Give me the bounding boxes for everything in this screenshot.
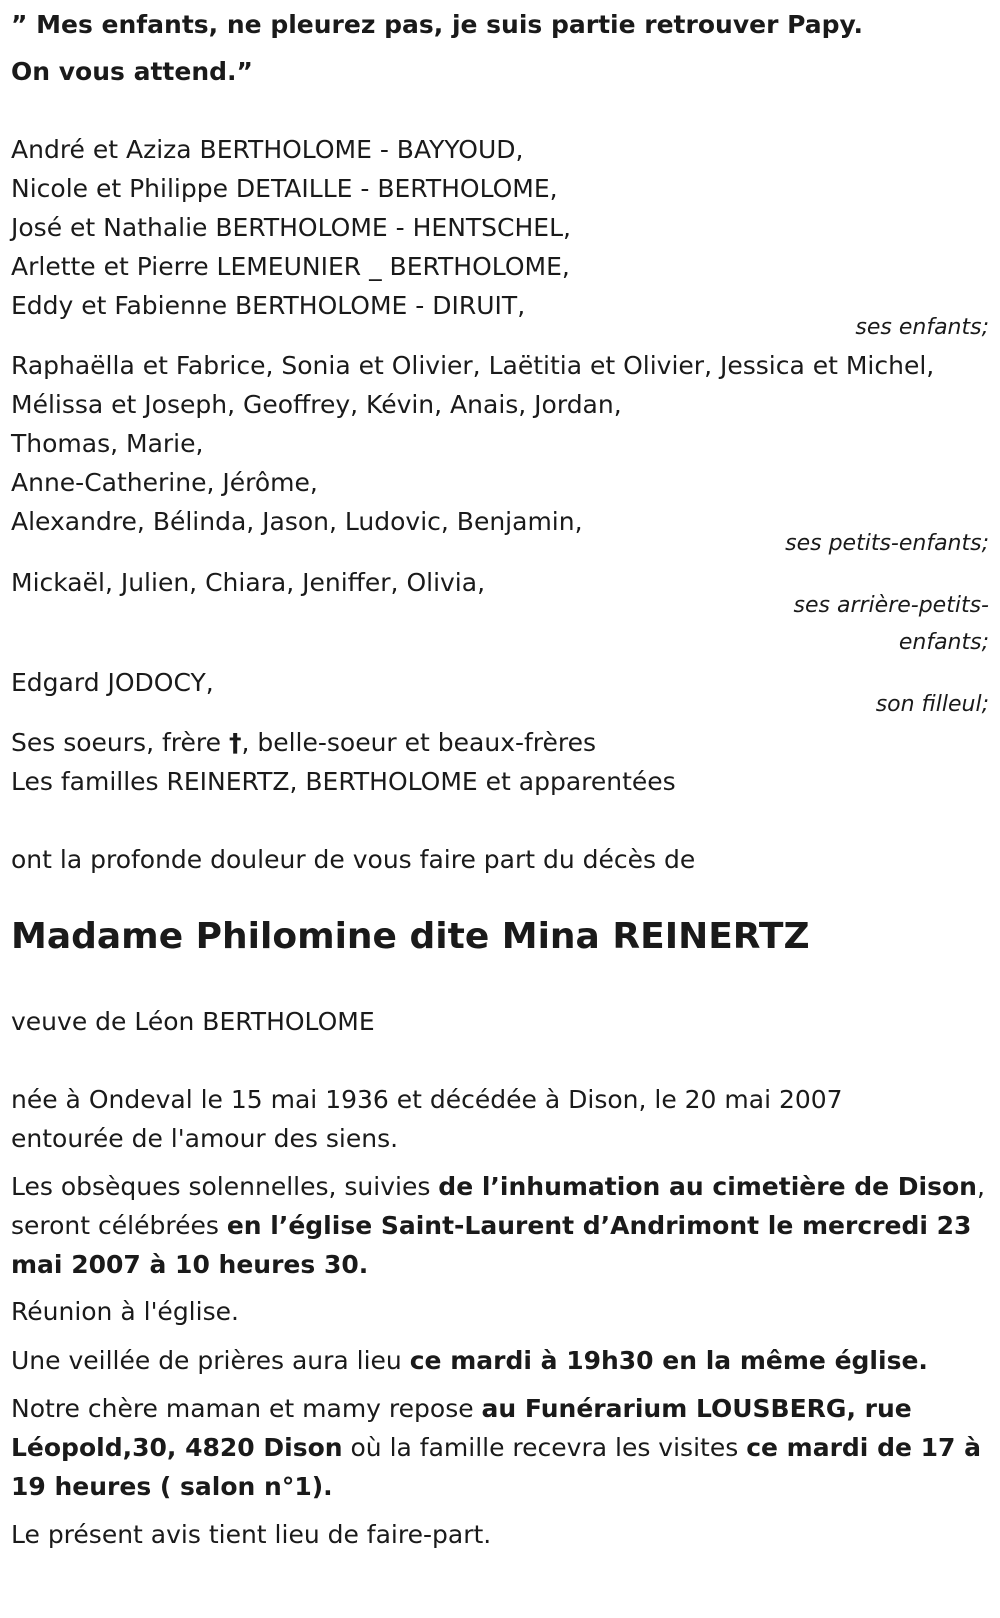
- grandchild-entry: Thomas, Marie,: [11, 429, 204, 458]
- visiting-hours: ce mardi de 17 à: [746, 1433, 982, 1462]
- child-entry: André et Aziza BERTHOLOME - BAYYOUD,: [11, 135, 524, 164]
- great-grandchildren-role-1: ses arrière-petits-: [793, 593, 989, 618]
- great-grandchildren-role-2: enfants;: [898, 630, 989, 655]
- rests-line-3: 19 heures ( salon n°1).: [11, 1472, 333, 1501]
- grandchild-entry: Raphaëlla et Fabrice, Sonia et Olivier, Laëtitia et Olivier, Jessica et Michel,: [11, 351, 935, 380]
- announcement-line: ont la profonde douleur de vous faire part du décès de: [11, 845, 696, 874]
- grandchild-entry: Anne-Catherine, Jérôme,: [11, 468, 318, 497]
- quote-line-1: ” Mes enfants, ne pleurez pas, je suis partie retrouver Papy.: [11, 10, 864, 39]
- rests-text: où la famille recevra les visites: [342, 1433, 747, 1462]
- grandchild-entry: Mélissa et Joseph, Geoffrey, Kévin, Anais, Jordan,: [11, 390, 622, 419]
- deceased-name: Madame Philomine dite Mina REINERTZ: [11, 916, 810, 957]
- rests-text: Notre chère maman et mamy repose: [11, 1394, 482, 1423]
- funeral-text: seront célébrées: [11, 1211, 227, 1240]
- widow-of: veuve de Léon BERTHOLOME: [11, 1007, 375, 1036]
- vigil-time: ce mardi à 19h30 en la même église.: [409, 1346, 928, 1375]
- children-role: ses enfants;: [855, 315, 989, 340]
- siblings-text-start: Ses soeurs, frère: [11, 728, 229, 757]
- church-and-date: en l’église Saint-Laurent d’Andrimont le mercredi 23: [226, 1211, 972, 1240]
- child-entry: Arlette et Pierre LEMEUNIER _ BERTHOLOME,: [11, 252, 570, 281]
- funeral-line-1: [11, 1172, 985, 1202]
- rests-line-1: [11, 1394, 912, 1424]
- child-entry: Nicole et Philippe DETAILLE - BERTHOLOME,: [11, 174, 558, 203]
- godson-role: son filleul;: [875, 692, 989, 717]
- siblings-text-end: , belle-soeur et beaux-frères: [241, 728, 597, 757]
- funeral-line-2: [11, 1211, 971, 1241]
- address: Léopold,30, 4820 Dison: [11, 1433, 343, 1462]
- funeral-text: Les obsèques solennelles, suivies: [11, 1172, 439, 1201]
- closing-text: Le présent avis tient lieu de faire-part.: [11, 1520, 492, 1549]
- funeral-home: au Funérarium LOUSBERG, rue: [481, 1394, 912, 1423]
- surrounded-text: entourée de l'amour des siens.: [11, 1124, 399, 1153]
- grandchildren-role: ses petits-enfants;: [785, 531, 989, 556]
- cross-icon: †: [228, 728, 242, 757]
- meeting-text: Réunion à l'église.: [11, 1297, 239, 1326]
- great-grandchildren-names: Mickaël, Julien, Chiara, Jeniffer, Olivia,: [11, 568, 486, 597]
- godson-name: Edgard JODOCY,: [11, 668, 214, 697]
- grandchild-entry: Alexandre, Bélinda, Jason, Ludovic, Benjamin,: [11, 507, 583, 536]
- funeral-line-3: mai 2007 à 10 heures 30.: [11, 1250, 369, 1279]
- burial-place: de l’inhumation au cimetière de Dison: [438, 1172, 977, 1201]
- child-entry: José et Nathalie BERTHOLOME - HENTSCHEL,: [11, 213, 571, 242]
- quote-line-2: On vous attend.”: [11, 57, 253, 86]
- siblings-line: [11, 728, 596, 758]
- birth-death: née à Ondeval le 15 mai 1936 et décédée à Dison, le 20 mai 2007: [11, 1085, 843, 1114]
- families-line: Les familles REINERTZ, BERTHOLOME et apparentées: [11, 767, 676, 796]
- punctuation: ,: [976, 1172, 985, 1201]
- vigil-text: Une veillée de prières aura lieu: [11, 1346, 410, 1375]
- rests-line-2: [11, 1433, 981, 1463]
- child-entry: Eddy et Fabienne BERTHOLOME - DIRUIT,: [11, 291, 526, 320]
- vigil-line: [11, 1346, 928, 1376]
